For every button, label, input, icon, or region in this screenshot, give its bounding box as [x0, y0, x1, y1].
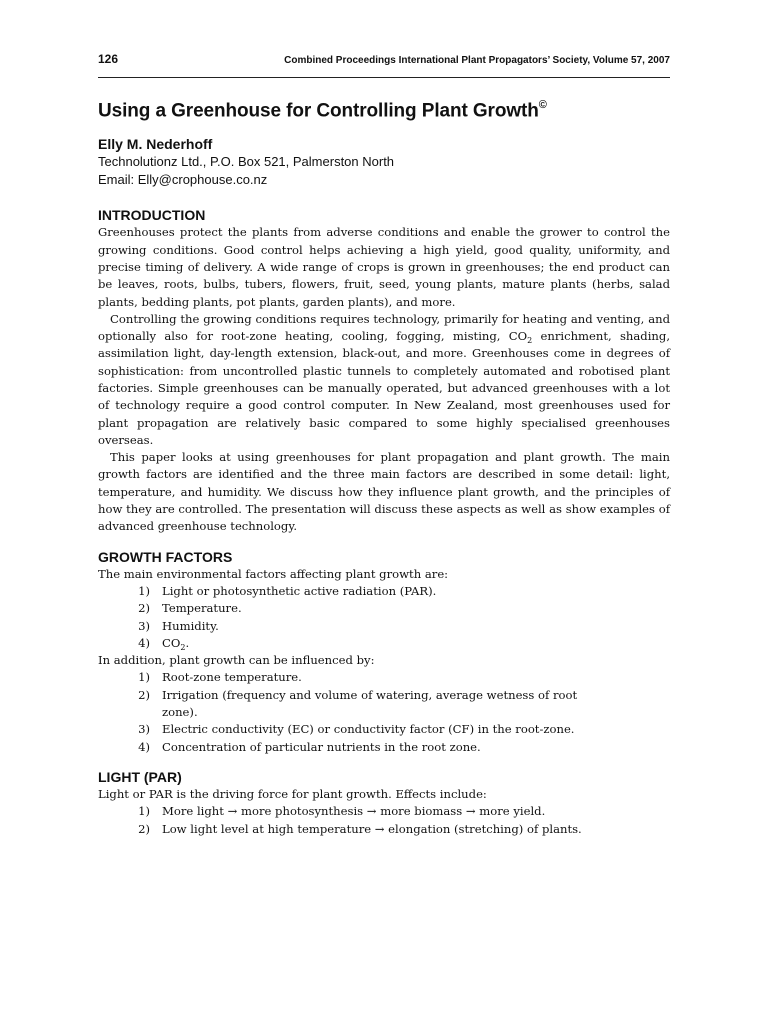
list-item	[98, 669, 670, 686]
list-item	[98, 635, 670, 652]
list-item	[98, 739, 670, 756]
list-item	[98, 821, 670, 838]
article-title-text: Using a Greenhouse for Controlling Plant Growth	[98, 100, 539, 122]
list-item	[98, 618, 670, 635]
running-head	[98, 52, 670, 68]
list-text: Concentration of particular nutrients in the root zone.	[162, 739, 481, 754]
co2-subscript: 2	[527, 336, 533, 346]
introduction-body	[98, 224, 670, 535]
author-email: Email: Elly@crophouse.co.nz	[98, 171, 268, 187]
intro-paragraph-2-part-b: enrichment, shading, assimilation light, day-length extension, black-out, and more. Greenhouses come in degrees of sophistication: from uncontrolled plastic tunnels to completely automated and robotised plant factories. Simple greenhouses can be manually operated, but advanced greenhouses with a lot of technology require a good control computer. In New Zealand, most greenhouses used for plant propagation are relatively basic compared to some highly specialised greenhouses overseas.	[98, 329, 671, 447]
list-text: Low light level at high temperature → elongation (stretching) of plants.	[162, 821, 582, 836]
intro-paragraph-2	[98, 311, 670, 449]
page	[98, 52, 670, 838]
light-effects-list	[98, 803, 670, 838]
list-number: 4)	[138, 635, 150, 650]
section-heading-light: LIGHT (PAR)	[98, 768, 182, 785]
list-item	[98, 721, 670, 738]
list-item	[98, 583, 670, 600]
list-number: 3)	[138, 618, 150, 633]
list-number: 2)	[138, 821, 150, 836]
list-text: Electric conductivity (EC) or conductivity factor (CF) in the root-zone.	[162, 722, 575, 737]
list-text	[162, 635, 670, 652]
list-number: 2)	[138, 601, 150, 616]
additional-factors-list	[98, 669, 670, 755]
main-factors-list	[98, 583, 670, 652]
list-item	[98, 600, 670, 617]
copyright-mark: ©	[538, 99, 547, 111]
list-number: 3)	[138, 722, 150, 737]
article-title	[98, 94, 670, 123]
list-number: 2)	[138, 687, 150, 702]
growth-factors-body	[98, 566, 670, 756]
list-item	[98, 687, 670, 722]
page-number: 126	[98, 52, 119, 66]
list-text: Root-zone temperature.	[162, 670, 302, 685]
light-intro: Light or PAR is the driving force for plant growth. Effects include:	[98, 786, 487, 801]
journal-citation: Combined Proceedings International Plant Propagators’ Society, Volume 57, 2007	[284, 55, 670, 66]
intro-paragraph-3: This paper looks at using greenhouses for plant propagation and plant growth. The main growth factors are identified and the three main factors are described in some detail: light, temperature, and humidity. We discuss how they influence plant growth, and the principles of how they are controlled. The presentation will discuss these aspects as well as show examples of advanced greenhouse technology.	[98, 450, 670, 534]
section-heading-introduction: INTRODUCTION	[98, 207, 206, 224]
list-number: 1)	[138, 804, 150, 819]
header-rule	[98, 77, 670, 78]
growth-factors-intro: The main environmental factors affecting plant growth are:	[98, 566, 449, 581]
intro-paragraph-2-part-a: Controlling the growing conditions requires technology, primarily for heating and venting, and optionally also for root-zone heating, cooling, fogging, misting, CO	[98, 311, 670, 344]
list-text: Humidity.	[162, 618, 219, 633]
section-heading-growth-factors: GROWTH FACTORS	[98, 548, 233, 565]
intro-paragraph-1: Greenhouses protect the plants from adverse conditions and enable the grower to control the growing conditions. Good control helps achieving a high yield, good quality, uniformity, and precise timing of delivery. A wide range of crops is grown in greenhouses; the end product can be leaves, roots, bulbs, tubers, flowers, fruit, seed, young plants, mature plants (herbs, salad plants, bedding plants, pot plants, garden plants), and more.	[98, 225, 670, 309]
list-item	[98, 803, 670, 820]
author-name: Elly M. Nederhoff	[98, 136, 213, 153]
addition-intro: In addition, plant growth can be influenced by:	[98, 653, 375, 668]
list-number: 1)	[138, 670, 150, 685]
list-text: Light or photosynthetic active radiation (PAR).	[162, 583, 437, 598]
list-number: 1)	[138, 583, 150, 598]
list-text: Irrigation (frequency and volume of watering, average wetness of root zone).	[162, 687, 578, 720]
co2-subscript: 2	[180, 642, 186, 652]
list-number: 4)	[138, 739, 150, 754]
co2-text: CO	[162, 635, 181, 650]
list-text: Temperature.	[162, 601, 242, 616]
co2-period: .	[185, 635, 190, 650]
list-text: More light → more photosynthesis → more biomass → more yield.	[162, 804, 546, 819]
light-body	[98, 786, 670, 838]
author-affiliation: Technolutionz Ltd., P.O. Box 521, Palmerston North	[98, 154, 395, 170]
